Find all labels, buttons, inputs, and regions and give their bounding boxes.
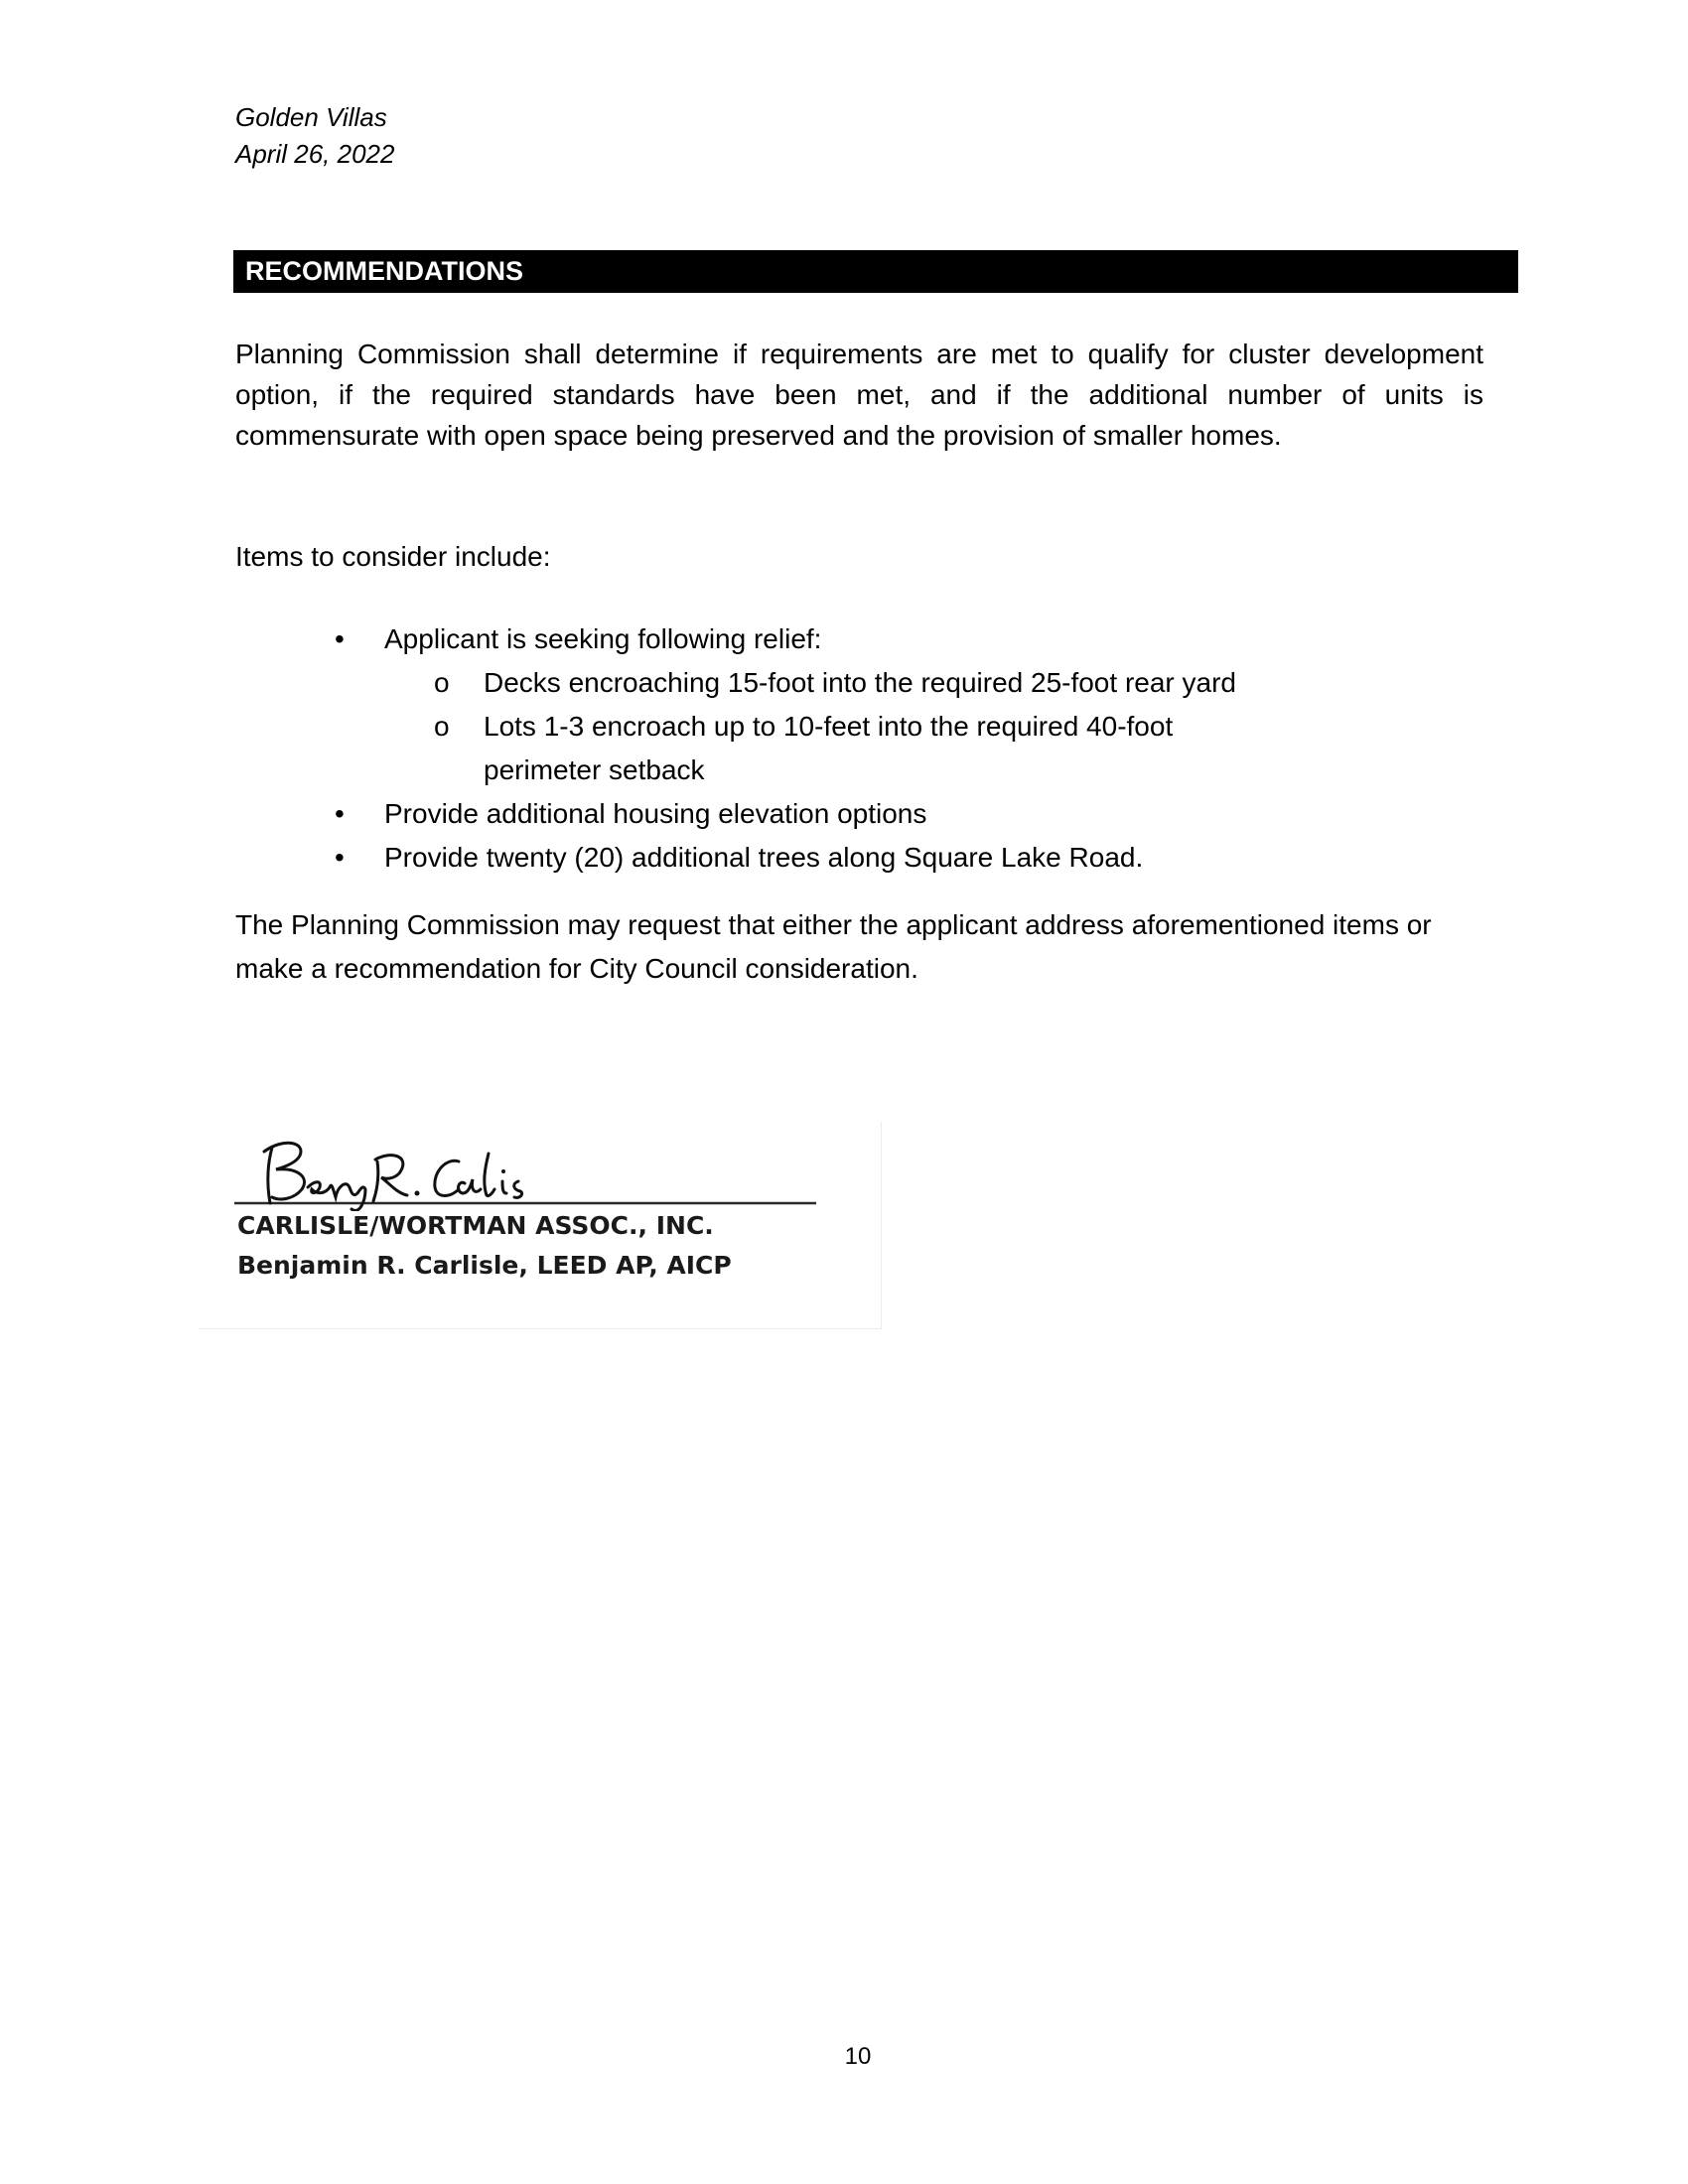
sub-list-item xyxy=(235,705,1483,792)
hollow-bullet-icon: o xyxy=(434,711,450,742)
section-title: RECOMMENDATIONS xyxy=(245,256,523,286)
items-intro-paragraph: Items to consider include: xyxy=(235,541,551,572)
section-heading-bar xyxy=(233,250,1518,293)
list-item xyxy=(235,617,1483,661)
closing-paragraph: The Planning Commission may request that either the applicant address aforementioned items or make a recommendation for City Council consideration. xyxy=(235,909,1432,984)
page-number: 10 xyxy=(844,2043,872,2070)
sub-list-item-text: Lots 1-3 encroach up to 10-feet into the required 40-foot perimeter setback xyxy=(484,711,1174,785)
bullet-icon: • xyxy=(335,842,345,873)
document-date: April 26, 2022 xyxy=(235,139,395,169)
bullet-icon: • xyxy=(335,623,345,654)
signature-company: CARLISLE/WORTMAN ASSOC., INC. xyxy=(237,1211,714,1240)
bullet-icon: • xyxy=(335,798,345,829)
signature-block xyxy=(199,1122,882,1329)
document-header xyxy=(235,99,394,173)
list-item-text: Provide additional housing elevation options xyxy=(384,798,927,829)
intro-paragraph: Planning Commission shall determine if requirements are met to qualify for cluster development option, if the required standards have been met, and if the additional number of units is commensurate with open space being preserved and the provision of smaller homes. xyxy=(235,339,1483,451)
list-item xyxy=(235,836,1483,880)
recommendation-list xyxy=(235,617,1483,880)
project-name: Golden Villas xyxy=(235,102,387,132)
sub-list-item-text: Decks encroaching 15-foot into the required 25-foot rear yard xyxy=(484,667,1236,698)
handwritten-signature xyxy=(228,1132,824,1211)
signature-name: Benjamin R. Carlisle, LEED AP, AICP xyxy=(237,1251,732,1280)
sub-list-item xyxy=(235,661,1483,705)
list-item-text: Provide twenty (20) additional trees along Square Lake Road. xyxy=(384,842,1144,873)
list-item-text: Applicant is seeking following relief: xyxy=(384,623,822,654)
list-item xyxy=(235,792,1483,836)
hollow-bullet-icon: o xyxy=(434,667,450,698)
